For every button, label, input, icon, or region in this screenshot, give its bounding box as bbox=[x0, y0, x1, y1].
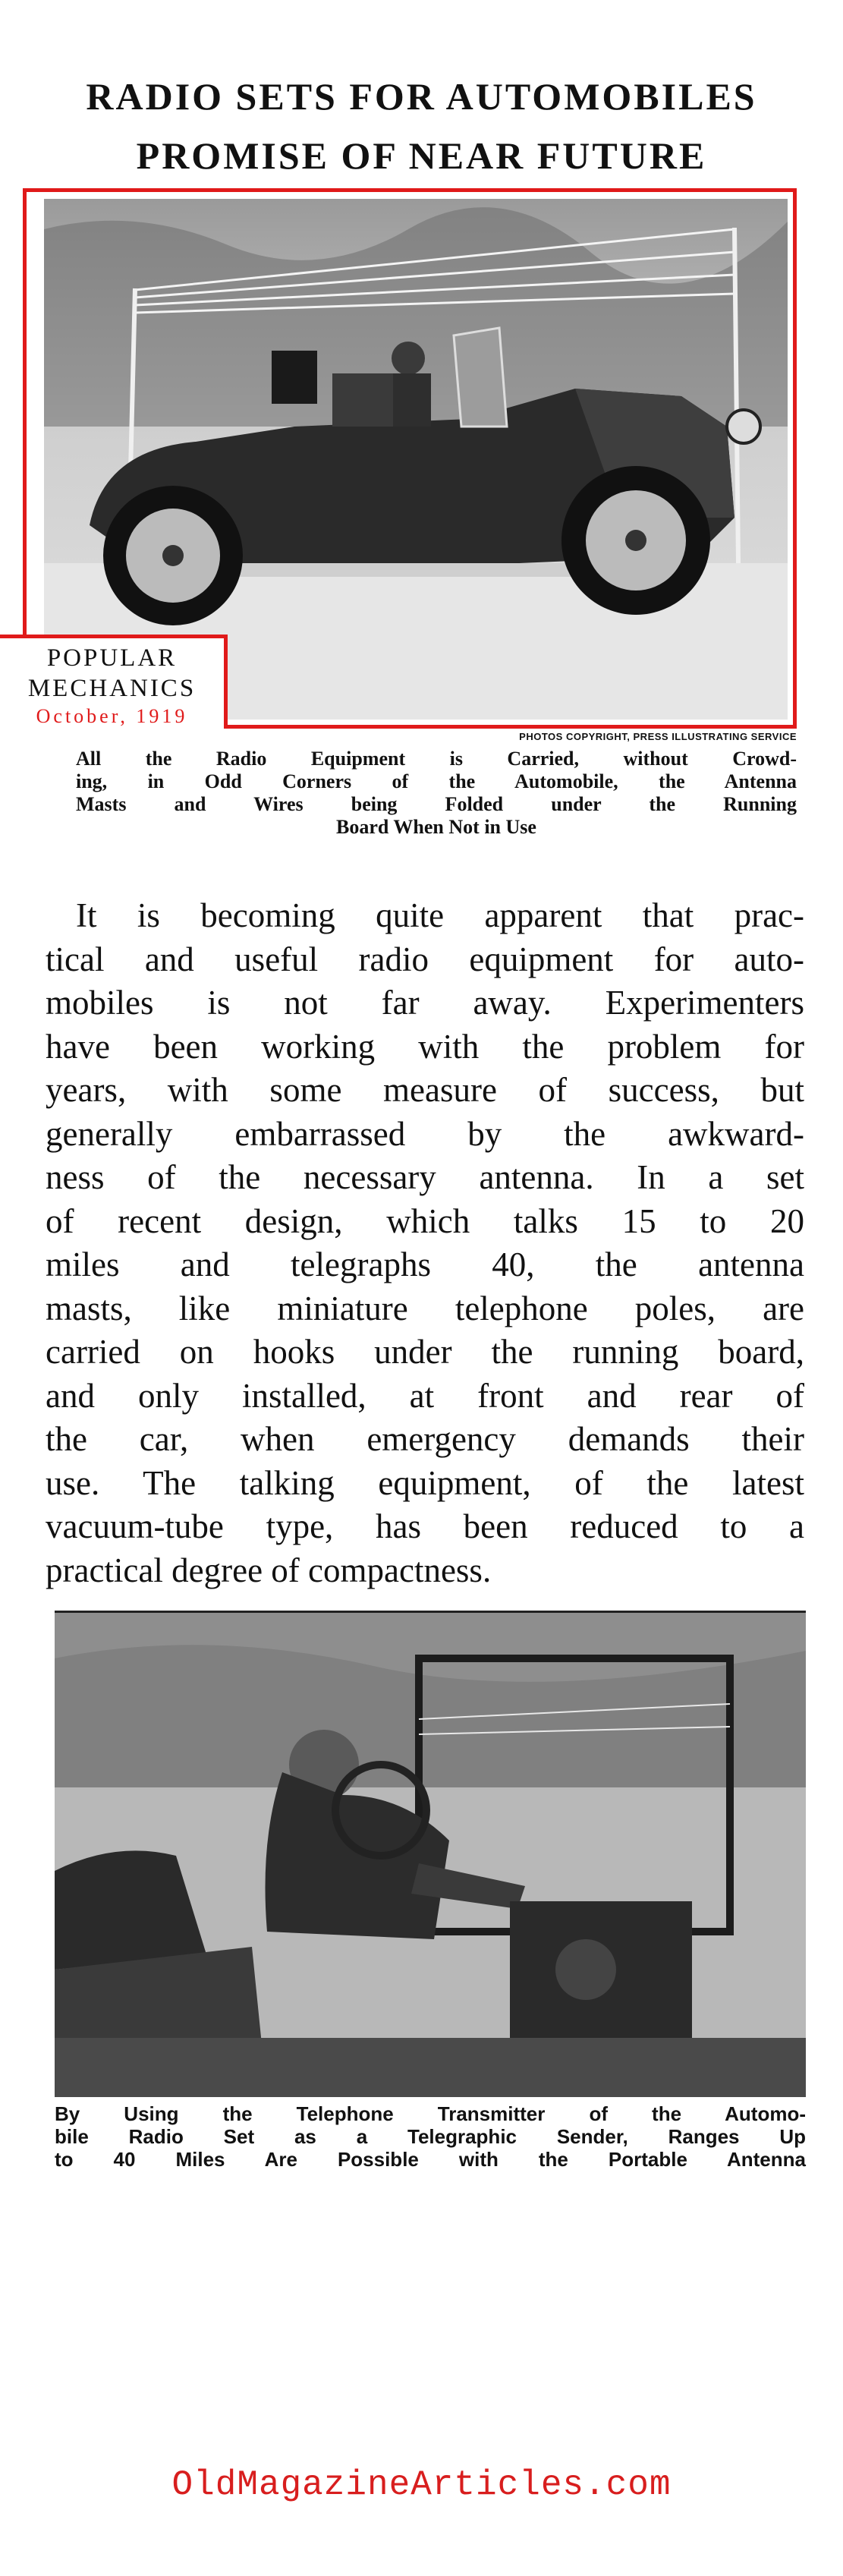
operator-telegraph-photo bbox=[55, 1611, 806, 2097]
headline-line-2: PROMISE OF NEAR FUTURE bbox=[136, 134, 707, 177]
photo-caption-1 bbox=[76, 748, 797, 839]
article-line: and only installed, at front and rear of bbox=[46, 1376, 804, 1415]
caption-1-line-4: Board When Not in Use bbox=[336, 816, 536, 838]
article-line: masts, like miniature telephone poles, are bbox=[46, 1289, 804, 1327]
caption-2-line-1: By Using the Telephone Transmitter of the Automo- bbox=[55, 2102, 806, 2125]
article-line: practical degree of compactness. bbox=[46, 1551, 492, 1589]
article-line: use. The talking equipment, of the latest bbox=[46, 1463, 804, 1502]
article-line: the car, when emergency demands their bbox=[46, 1420, 804, 1458]
article-line: of recent design, which talks 15 to 20 bbox=[46, 1201, 804, 1240]
source-name-line-2: MECHANICS bbox=[27, 675, 197, 702]
caption-1-line-2: ing, in Odd Corners of the Automobile, the Antenna bbox=[76, 770, 797, 792]
article-line: have been working with the problem for bbox=[46, 1027, 804, 1066]
article-line: mobiles is not far away. Experimenters bbox=[46, 984, 804, 1022]
source-date: October, 1919 bbox=[36, 705, 188, 727]
caption-2-line-2: bile Radio Set as a Telegraphic Sender, Ranges Up bbox=[55, 2125, 806, 2148]
article-line: carried on hooks under the running board, bbox=[46, 1333, 804, 1371]
article-line: ness of the necessary antenna. In a set bbox=[46, 1158, 804, 1196]
caption-1-line-1: All the Radio Equipment is Carried, without Crowd- bbox=[76, 748, 797, 770]
article-line: miles and telegraphs 40, the antenna bbox=[46, 1245, 804, 1283]
photo-caption-2 bbox=[55, 2102, 806, 2171]
article-line: years, with some measure of success, but bbox=[46, 1071, 804, 1109]
article-body bbox=[46, 894, 804, 1592]
caption-1-line-3: Masts and Wires being Folded under the Running bbox=[76, 793, 797, 815]
article-line: It is becoming quite apparent that prac- bbox=[76, 896, 804, 934]
headline-line-1: RADIO SETS FOR AUTOMOBILES bbox=[86, 75, 757, 118]
operator-illustration bbox=[55, 1613, 806, 2097]
site-watermark: OldMagazineArticles.com bbox=[171, 2465, 672, 2505]
article-line: tical and useful radio equipment for auto- bbox=[46, 940, 804, 978]
caption-2-line-3: to 40 Miles Are Possible with the Portable Antenna bbox=[55, 2148, 806, 2171]
photo-copyright: PHOTOS COPYRIGHT, PRESS ILLUSTRATING SERVICE bbox=[519, 731, 797, 742]
source-credit bbox=[0, 635, 228, 729]
headline bbox=[0, 67, 843, 185]
article-line: generally embarrassed by the awkward- bbox=[46, 1114, 804, 1153]
article-line: vacuum-tube type, has been reduced to a bbox=[46, 1507, 804, 1545]
source-name-line-1: POPULAR bbox=[46, 644, 178, 672]
